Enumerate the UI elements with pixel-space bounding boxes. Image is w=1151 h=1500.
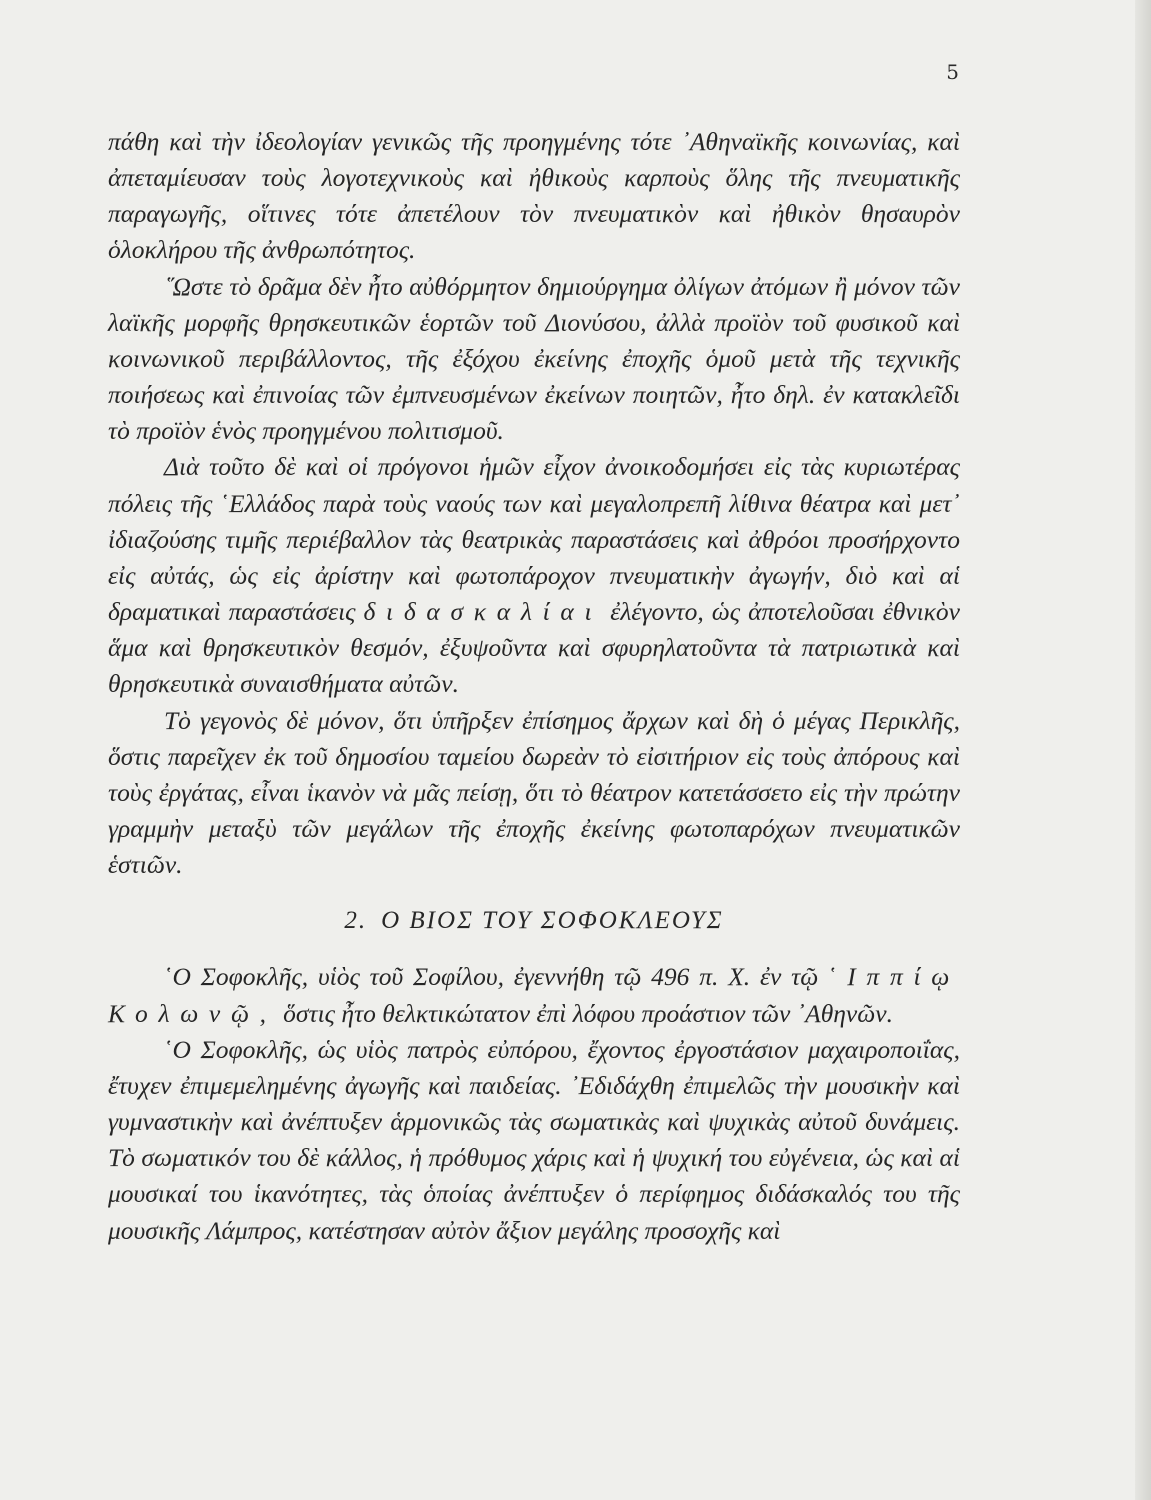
- body-text: [108, 124, 960, 1249]
- section-number: 2.: [344, 907, 368, 935]
- paragraph: Τὸ γεγονὸς δὲ μόνον, ὅτι ὑπῆρξεν ἐπίσημος ἄρχων καὶ δὴ ὁ μέγας Περικλῆς, ὅστις παρεῖχεν ἐκ τοῦ δημοσίου ταμείου δωρεὰν τὸ εἰσιτήριον εἰς τοὺς ἀπόρους καὶ τοὺς ἐργάτας, εἶναι ἱκανὸν νὰ μᾶς πείσῃ, ὅτι τὸ θέατρον κατετάσσετο εἰς τὴν πρώτην γραμμὴν μεταξὺ τῶν μεγάλων τῆς ἐποχῆς ἐκείνης φωτοπαρόχων πνευματικῶν ἑστιῶν.: [108, 705, 960, 880]
- paragraph-text: ὅστις ἦτο θελκτικώτατον ἐπὶ λόφου προάστιον τῶν ᾿Αθηνῶν.: [283, 998, 893, 1028]
- page-number: 5: [946, 60, 959, 84]
- paragraph-text: ῾Ο Σοφοκλῆς, υἱὸς τοῦ Σοφίλου, ἐγεννήθη τῷ 496 π. Χ. ἐν τῷ: [164, 962, 819, 992]
- paragraph-text: ἐλέγοντο, ὡς ἀποτελοῦσαι ἐθνικὸν ἅμα καὶ θρησκευτικὸν θεσμόν, ἐξυψοῦντα καὶ σφυρηλατοῦντα τὰ πατριωτικὰ καὶ θρησκευτικὰ συναισθήματα αὐτῶν.: [108, 597, 960, 699]
- paragraph: ῾Ο Σοφοκλῆς, ὡς υἱὸς πατρὸς εὐπόρου, ἔχοντος ἐργοστάσιον μαχαιροποιΐας, ἔτυχεν ἐπιμεμελημένης ἀγωγῆς καὶ παιδείας. ᾿Εδιδάχθη ἐπιμελῶς τὴν μουσικὴν καὶ γυμναστικὴν καὶ ἀνέπτυξεν ἁρμονικῶς τὰς σωματικὰς καὶ ψυχικὰς αὐτοῦ δυνάμεις. Τὸ σωματικόν του δὲ κάλλος, ἡ πρόθυμος χάρις καὶ ἡ ψυχική του εὐγένεια, ὡς καὶ αἱ μουσικαί του ἱκανότητες, τὰς ὁποίας ἀνέπτυξεν ὁ περίφημος διδάσκαλός του τῆς μουσικῆς Λάμπρος, κατέστησαν αὐτὸν ἄξιον μεγάλης προσοχῆς καὶ: [108, 1034, 960, 1245]
- paragraph: [108, 449, 960, 702]
- paragraph-text: Διὰ τοῦτο δὲ καὶ οἱ πρόγονοι ἡμῶν εἶχον ἀνοικοδομήσει εἰς τὰς κυριωτέρας πόλεις τῆς ῾Ελλάδος παρὰ τοὺς ναούς των καὶ μεγαλοπρεπῆ λίθινα θέατρα καὶ μετ᾿ ἰδιαζούσης τιμῆς περιέβαλλον τὰς θεατρικὰς παραστάσεις καὶ ἀθρόοι προσήρχοντο εἰς αὐτάς, ὡς εἰς ἀρίστην καὶ φωτοπάροχον πνευματικὴν ἀγωγήν, διὸ καὶ αἱ δραματικαὶ παραστάσεις: [108, 452, 960, 627]
- spaced-term: διδασκαλίαι: [363, 597, 603, 627]
- section-heading: [108, 903, 960, 939]
- section-title: Ο ΒΙΟΣ ΤΟΥ ΣΟΦΟΚΛΕΟΥΣ: [381, 907, 724, 935]
- spaced-place-name: ῾Ιππίῳ Κολωνῷ,: [108, 962, 960, 1028]
- page-edge-shadow: [1135, 0, 1151, 1500]
- paragraph: ῞Ωστε τὸ δρᾶμα δὲν ἦτο αὐθόρμητον δημιούργημα ὀλίγων ἀτόμων ἢ μόνον τῶν λαϊκῆς μορφῆς θρησκευτικῶν ἑορτῶν τοῦ Διονύσου, ἀλλὰ προϊὸν τοῦ φυσικοῦ καὶ κοινωνικοῦ περιβάλλοντος, τῆς ἐξόχου ἐκείνης ἐποχῆς ὁμοῦ μετὰ τῆς τεχνικῆς ποιήσεως καὶ ἐπινοίας τῶν ἐμπνευσμένων ἐκείνων ποιητῶν, ἦτο δηλ. ἐν κατακλεῖδι τὸ προϊὸν ἑνὸς προηγμένου πολιτισμοῦ.: [108, 271, 960, 446]
- paragraph: [108, 959, 960, 1031]
- paragraph: πάθη καὶ τὴν ἰδεολογίαν γενικῶς τῆς προηγμένης τότε ᾿Αθηναϊκῆς κοινωνίας, καὶ ἀπεταμίευσαν τοὺς λογοτεχνικοὺς καὶ ἠθικοὺς καρποὺς ὅλης τῆς πνευματικῆς παραγωγῆς, οἵτινες τότε ἀπετέλουν τὸν πνευματικὸν καὶ ἠθικὸν θησαυρὸν ὁλοκλήρου τῆς ἀνθρωπότητος.: [108, 127, 960, 265]
